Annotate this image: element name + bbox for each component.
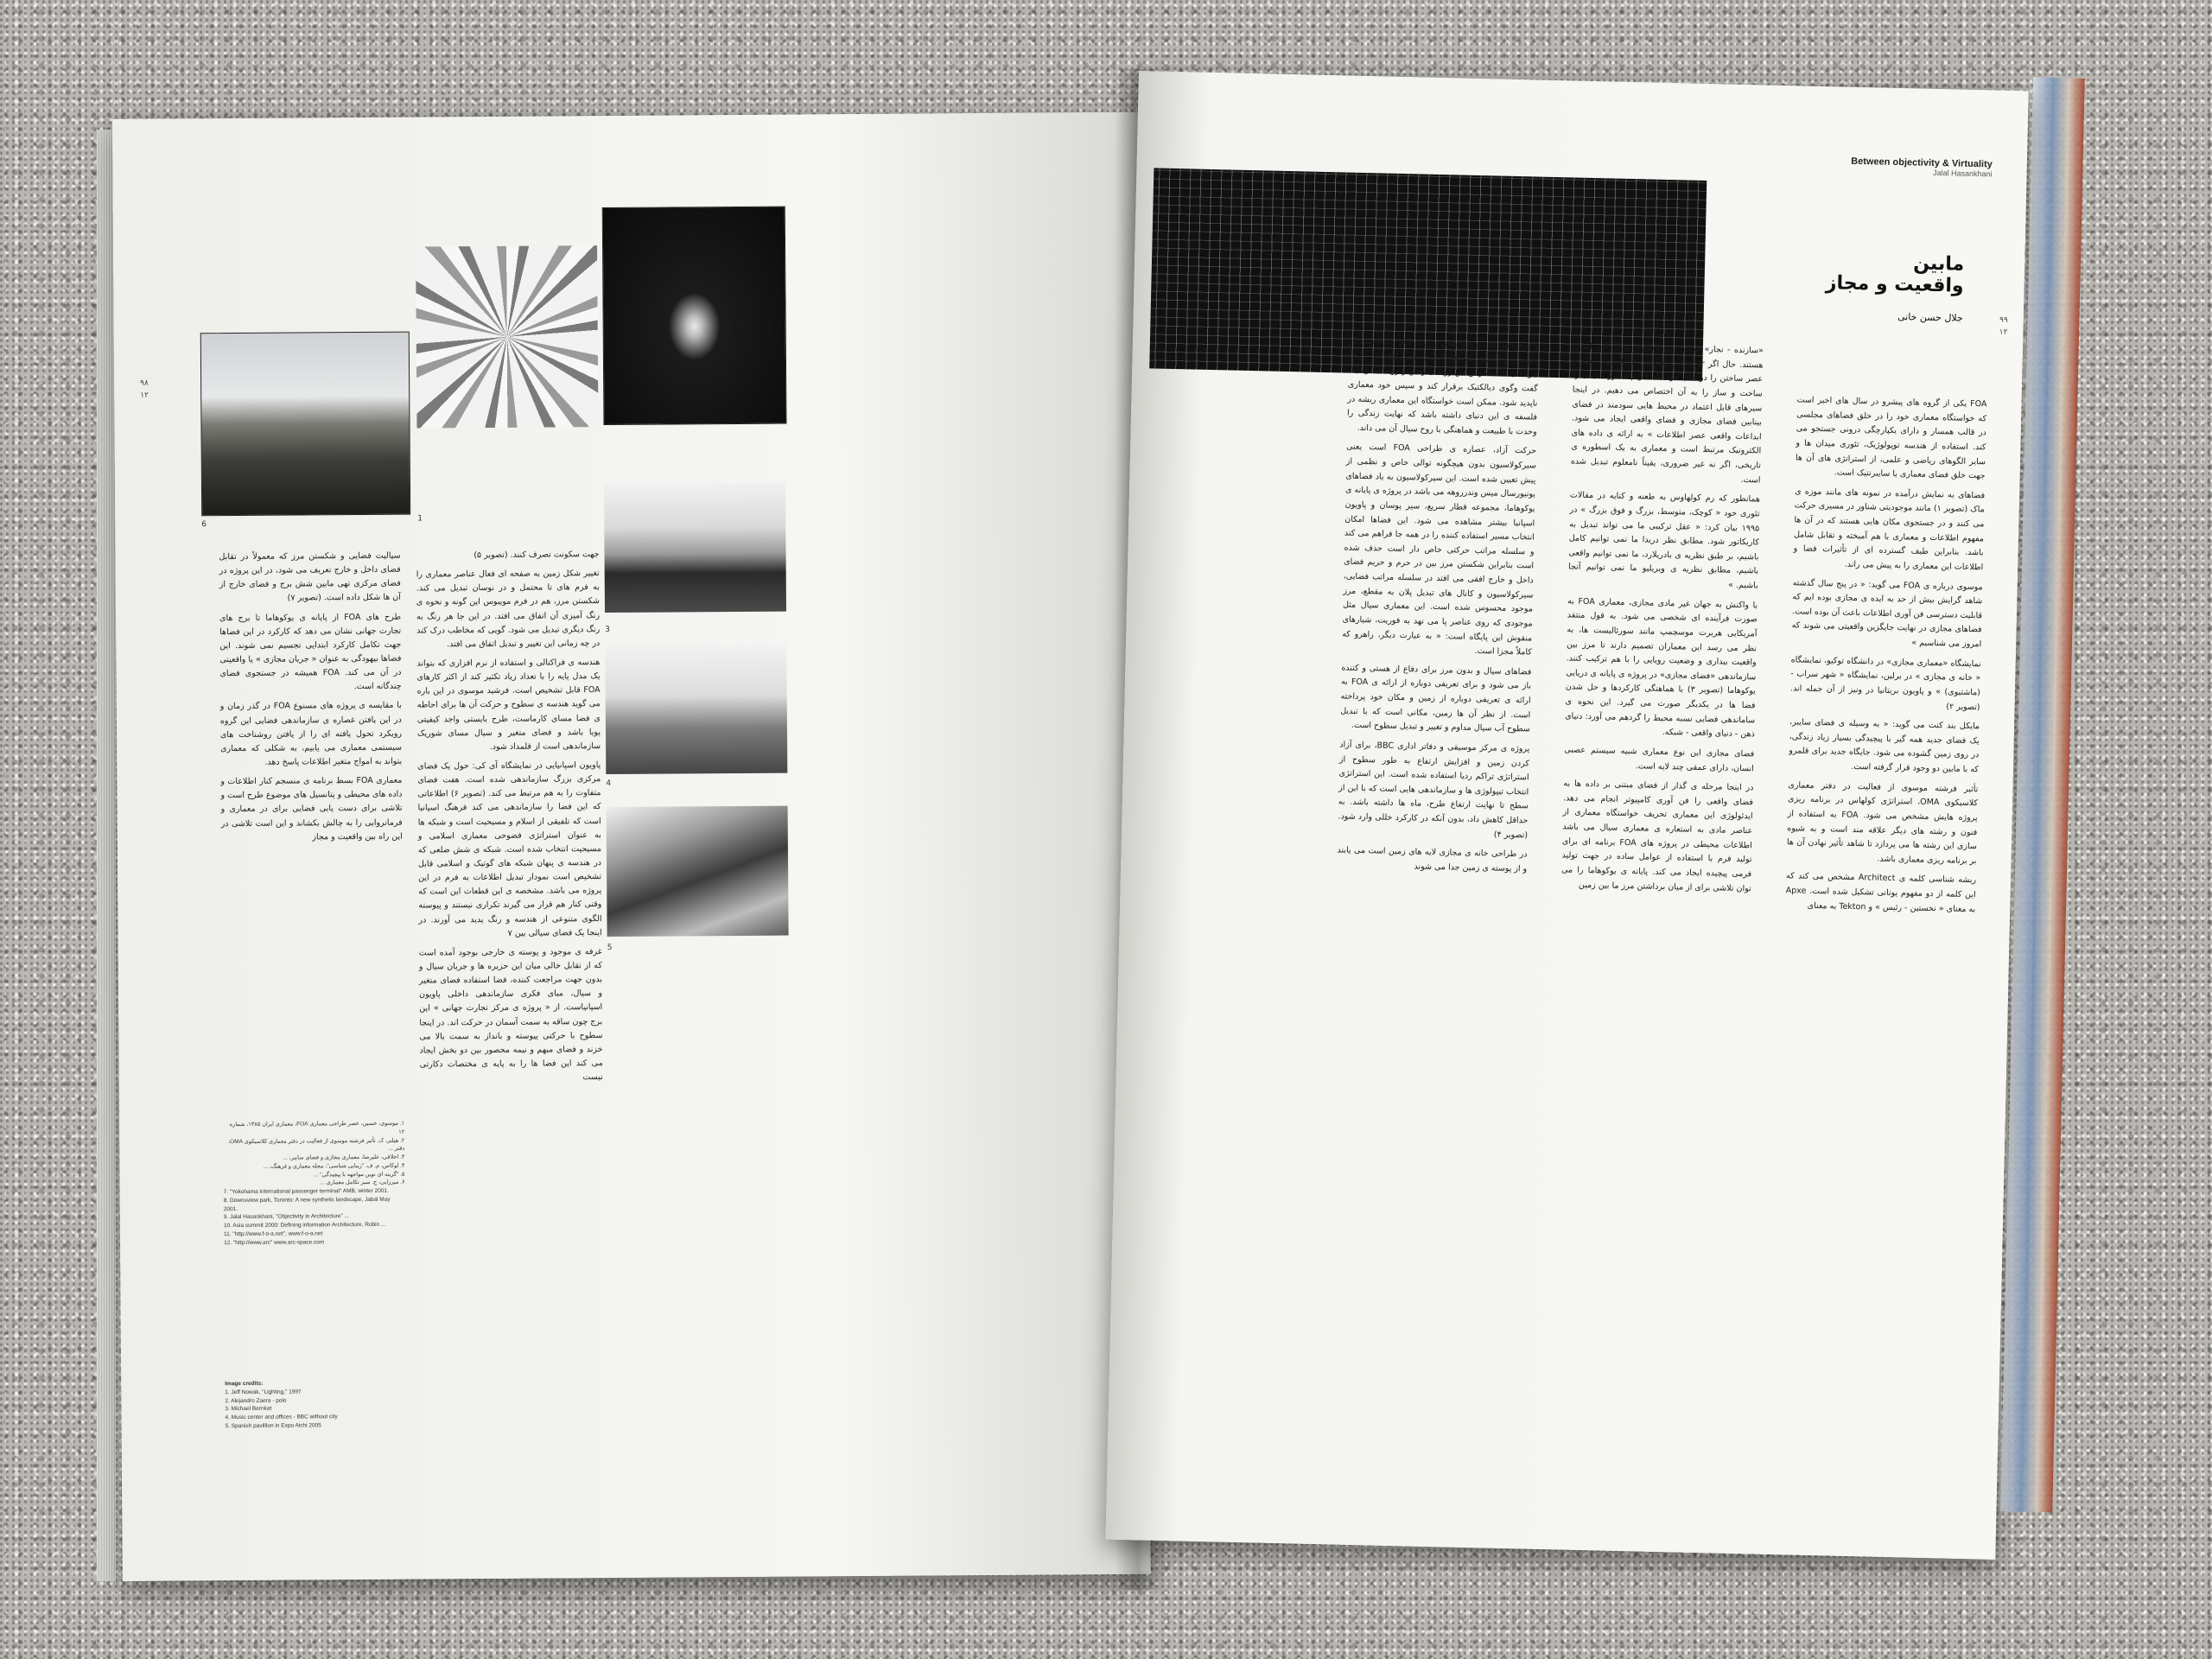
image-credit: 3. Michael Bernkat (225, 1406, 272, 1413)
paragraph: طرح های FOA از پایانه ی یوکوهاما تا برج های تجارت جهانی نشان می دهد که کارکرد در این فضاها جهت تکامل کارکرد ابتدایی تجسیم نمی شوند. این فضاها بیهودگی به عنوان « جریان مجازی » یا واقعیتی در آن می کند. FOA همیشه در جستجوی فضای چندگانه است. (219, 612, 402, 692)
page-stack-edge (97, 130, 116, 1581)
figure-number-6: 6 (201, 520, 207, 530)
paragraph: FOA یکی از گروه های پیشرو در سال های اخیر است که خواستگاه معماری خود را در خلق فضاهای مجلسی در قالب همسار و دارای یکپارچگی درونی جستجو می کند. استفاده از هندسه توپولوژیک، تئوری میدان ها و سایر الگوهای ریاضی و علمی، از استراتژی های آن ها جهت خلق فضای معماری یا سایبرنتیک است. (1795, 395, 1987, 481)
paragraph: حرکت آزاد، عصاره ی طراحی FOA است یعنی سیرکولاسیون بدون هیچگونه توالی خاص و نظمی از پیش تعیین شده است. این سیرکولاسیون به یاد فضاهای یونیورسال میس وندرروهه می باشد در پروژه ی پایانه ی یوکوهاما، مجموعه قطار سریع، سیر پوسان و پاویون اسپانیا بیشتر مشاهده می شود. این فضاها امکان انتخاب مسیر استفاده کننده را در همه جا فراهم می کند و سلسله مراتب حرکتی خاص دار است حذف شده است بنابراین شکستن مرز بین در حرم و حریم فضای داخل و خارج افقی می افتد در سلسله مراتب فضایی، سیرکولاسیون و کانال های تبدیل پلان به مقطع، مرز موجود محسوس شده است. این معماری سیال مثل موجودی که روی عناصر پا می نهد به فوریت، شیارهای منقوش این پایگاه است: « به عبارت دیگر، راهرو که کاملاً مجزا است. (1342, 442, 1537, 658)
paragraph: تأثیر فرشته موسوی از فعالیت در دفتر معماری کلاسیکوی OMA، استراتژی کولهاس در برنامه ریزی پروژه هایش مشخص می شود. FOA به استفاده از فنون و رشته های دیگر علاقه مند است و به شیوه سازی این رشته ها می پردازد تا شاهد تأثیر نهادن آن ها بر برنامه ریزی معماری باشد. (1786, 779, 1979, 866)
paragraph: «سازنده - نجار» است؛ پس معماران سازندگان اصلی هستند. حال اگر Cyber را به جای Archi قرار دهیم و عصر ساختن را در جای خود نگه داریم قلمرو جدیدی را ساخت و ساز را به آن اختصاص می دهیم. در اینجا سیرهای قابل اعتماد در محیط هایی سودمند در فضای بینابین فضای مجازی و فضای واقعی ایجاد می شود. ابداعات واقعی عصر اطلاعات » به ارائه ی داده های الکترونیک مرتبط است و معماری به یک اسطوره ی تاریخی، اگر نه غیر ضروری، یقیناً نامعلوم تبدیل شده است. (1570, 341, 1764, 486)
paragraph: و دریا نامید، این پروژه سعی دارد به جای ایجاد تضاد در طبیعت و ایجاد یک فرمالیست سمبولیک، با ایجاد جریاناتی نا محسوس بین رویه ی زمین و رویه ی دریا یک گفت وگوی دیالکتیک برقرار کند و سپس خود معماری ناپدید شود. ممکن است خواستگاه این معماری ریشه در فلسفه ی این دنیای داشته باشد که نهایت زندگی را وحدت با طبیعت و هماهنگی با روح سیال آن می داند. (1346, 336, 1540, 437)
footnote: ۴. لوکاس، م. ف. "زیبایی شناسی"، مجله معماری و فرهنگ، ... (263, 1162, 405, 1170)
paragraph: جهت سکونت تصرف کنند. (تصویر ۵) (474, 550, 600, 561)
paragraph: فضای مجازی این نوع معماری شبیه سیستم عصبی انسان، دارای عمقی چند لایه است. (1564, 745, 1755, 773)
paragraph: همانطور که رم کولهاوس به طعنه و کنایه در مقالات تئوری خود « کوچک، متوسط، بزرگ و فوق بزرگ » در ۱۹۹۵ بیان کرد: « عقل ترکیبی ما می تواند تبدیل به کاریکاتور شود. مطابق نظر دریدا ما نمی توانیم کامل باشیم، بر طبق نظریه ی بادریلارد، ما نمی توانیم واقعی باشیم، مطابق نظریه ی ویریلیو ما نمی توانیم آنجا باشیم. » (1567, 490, 1761, 591)
photo-forest-pavilion (607, 806, 789, 937)
photo-towers-lookup (416, 245, 598, 428)
figure-number-3: 3 (605, 625, 610, 635)
paragraph: پاویون اسپانیایی در نمایشگاه آی کی: حول یک فضای مرکزی بزرگ سازماندهی شده است. هفت فضای متفاوت را به هم مرتبط می کند. (تصویر ۶) اطلاعاتی که این فضا را سازماندهی می کند فرهنگ اسپانیا است که تلفیقی از اسلام و مسیحیت است و شبکه ها به عنوان استراتژی فضوحی معماری اسلامی و مسیحیت انتخاب شده است. شبکه ی شش ضلعی که در هندسه ی پنهان شبکه های گوتیک و اسلامی قابل تشخیص است نمودار تبدیل اطلاعات به فرم در این پروژه می باشد. مشخصه ی این قطعات این است که وقتی کنار هم قرار می گیرند تکراری نیستند و پیوسته الگوی متنوعی از هندسه و رنگ پدید می آورند. در اینجا یک فضای سیالی بین ۷ (417, 760, 602, 938)
footnote: 10. Asia summit 2000: Defining information Architecture, Robin ... (223, 1221, 386, 1230)
paragraph: موسوی درباره ی FOA می گوید: « در پنج سال گذشته شاهد گرایش بیش از حد به ایده ی مجازی بوده ایم که قابلیت دسترسی فن آوری اطلاعات باعث آن بوده است. فضاهای مجازی در نهایت جایگزین واقعیتی می شوند که امروز می شناسیم » (1791, 577, 1983, 650)
image-credit: 2. Alejandro Zaera - polo (225, 1397, 287, 1404)
photo-concrete-buildings (605, 644, 787, 774)
paragraph: فضاهای به نمایش درآمده در نمونه های مانند موزه ی ماک (تصویر ۱) مانند موجودیتی شناور در مسیری حرکت می کنند و در جستجوی مکان هایی هستند که در آن ها مفهوم اطلاعات و معماری با هم آمیخته و تقابل شامل باشد. بنابراین طیف گسترده ای از تأثیرات فضا و اطلاعات این معماری را به پیش می راند. (1793, 486, 1986, 573)
image-credit: 4. Music center and offices - BBC without city (225, 1414, 338, 1421)
paragraph: فضاهای سیال و بدون مرز برای دفاع از هستی و کننده باز می شود و برای تعریفی دوباره از ارائه ی FOA به ارائه ی تعریفی دوباره از زمین و مکان خود پرداخته است. از نظر آن ها زمین، مکانی است که با تبدیل سطوح آب سیال مداوم و تغییر و تبدیل سطوح است. (1340, 663, 1532, 734)
image-credits (225, 1379, 406, 1431)
paragraph: با مقایسه ی پروژه های مسنوع FOA در گذر زمان و در این یافتن غصاره ی سازماندهی فضایی این گروه رویکرد تحول یافته ای را از یافتن روشناخت های سیستمی معماری می یابیم، به شکلی که معماری بتواند به امواج متغیر اطلاعات پاسخ دهد. (219, 701, 403, 767)
article-author: جلال حسن خانی (1897, 310, 1963, 324)
paragraph: پروژه ی مرکز موسیقی و دفاتر اداری BBC، برای آزاد کردن زمین و افزایش ارتفاع به طور سطوح از استراتژی تراکم ردیا استفاده شده است. این استراتژی انتخاب تیپولوژی ها و سازماندهی هایی است که با این از سطح تا نهایت ارتفاع طرح، ماه ها داشته باشد. به حداقل کاهش داد، بدون آنکه در کارکرد خللی وارد شود. (تصویر ۴) (1338, 740, 1530, 841)
paragraph: با واکنش به جهان غیر مادی مجازی، معماری FOA به صورت فرآینده ای شخصی می شود. به قول منتقد آمریکایی هربرت موسچمپ مانند سورئالیست ها، به نظر می رسد این معماران تصمیم دارند تا مرز بین واقعیت بیداری و وضعیت رویایی را با هم ترکیب کنند. سازماندهی «فضای مجازی» در پروژه ی پایانه ی دریایی یوکوهاما (تصویر ۳) با هماهنگی کارکردها و حل شدن فضا ها در یکدیگر صورت می گیرد. این نحوه ی ساماندهی فضایی نسبه محیط را گردهم می آورد: دنیای ذهن - دنیای واقعی - شبکه. (1565, 596, 1758, 740)
footnotes (223, 1120, 405, 1248)
figure-number-5: 5 (607, 943, 613, 953)
paragraph: نمایشگاه «معماری مجازی» در دانشگاه توکیو، نمایشگاه « خانه ی مجازی » در برلین، نمایشگاه « شهر سراب - (ماشتیوی) » و پاویون بریتانیا در ونیز از آن جمله اند. (تصویر ۲) (1789, 654, 1981, 712)
paragraph: تغییر شکل زمین به صفحه ای فعال عناصر معماری را به فرم های تا محتمل و در نوسان تبدیل می کند. شکستن مرز، هم در فرم مویبوس این گونه و نحوه ی رنگ آمیزی آن اتفاق می افتد. در این جا هر رنگ به رنگ دیگری تبدیل می شود. گویی که مخاطب درک کند در چه زمانی این تغییر و تبدیل اتفاق می افتد. (416, 569, 601, 650)
footnote: ۶. میرزایی، ح. سیر تکامل معماری ... (320, 1179, 405, 1186)
footnote: ۵. "گزینه ای نوین مواجهه با پیچیدگی" ... (313, 1171, 405, 1178)
footnote: 7. "Yokohama international passenger terminal" AMB, winter 2001. (223, 1187, 389, 1196)
right-page-column-2 (1560, 340, 1764, 901)
right-page-column-3 (1337, 335, 1539, 882)
paragraph: ریشه شناسی کلمه ی Architect مشخص می کند که این کلمه از دو مفهوم یونانی تشکیل شده است. Apxe به معنای « نخستین - رئیس » و Tekton به معنای (1785, 871, 1977, 914)
page-number-left: ۹۸ (140, 378, 149, 387)
page-number-left-sub: ۱۲ (140, 390, 149, 399)
running-header-title: Between objectivity & Virtuality (1851, 156, 1993, 170)
footnote: ۲. هیلنر، ک. تأثیر فرشته موسوی از فعالیت در دفتر معماری کلاسیکوی OMA، دفتر ... (227, 1137, 405, 1153)
footnote: ۳. اخلاقی، علیرضا، معماری مجازی و فضای سایبر، ... (283, 1154, 405, 1161)
paragraph: در اینجا مرحله ی گذار از فضای مبتنی بر داده ها به فضای واقعی را فن آوری کامپیوتر انجام می دهد. ایدئولوژی این معماری تحریف خواستگاه معماری از عناصر مادی به استعاره ی معماری سیال می باشد اطلاعات محیطی در پروژه های FOA برنامه ای برای تولید فرم با استفاده از عوامل ساده در جهت تولید فرمی پیچیده ایجاد می کند. پایانه ی یوکوهاما را می توان تلاشی برای از میان برداشتن مرز ما بین زمین (1561, 779, 1754, 893)
paragraph: هندسه ی فراکتالی و استفاده از نرم افزاری که بتواند یک مدل پایه را با تعداد زیاد تکثیر کند از اکثر کارهای FOA قابل تشخیص است. فرشید موسوی در این باره می گوید هندسه ی سطوح و حرکت آن ها برای احاطه ی فضا مسای کارماست، طرح بایستی واجد کیفیتی پویا باشد و فضای متغیر و سیال مسای شوریک سازماندهی است از قلمداد شود. (416, 658, 601, 752)
running-header (1851, 156, 1993, 179)
footnote: 11. "http://www.f-o-a.net", www.f-o-a.net (223, 1230, 323, 1237)
photo-stadium (200, 332, 410, 517)
paragraph: مایکل بند کنت می گوید: « به وسیله ی فضای سایبر، یک فضای جدید همه گیر با پیچیدگی بسیار زیاد زندگی، در روی زمین گشوده می شود. جایگاه جدید برای قلمرو که با مابین دو وجود قرار گرفته است. (1789, 717, 1980, 775)
image-credits-heading: Image credits: (225, 1380, 264, 1388)
figure-number-1: 1 (417, 514, 423, 524)
page-number-right: ۹۹ (1999, 315, 2008, 324)
left-page (112, 112, 1151, 1581)
paragraph: معماری FOA بسط برنامه ی منسجم کنار اطلاعات و داده های محیطی و پتانسیل های موضوع طرح است و تلاشی برای دست یابی فضایی برای در معماری و فرمانروایی را به چالش بکشاند و این است تلاشی در این راه بین واقعیت و مجاز (220, 775, 403, 842)
right-page-column-1 (1785, 393, 1987, 922)
page-number-right-sub: ۱۲ (1999, 327, 2008, 336)
figure-number-4: 4 (606, 779, 612, 789)
paragraph: سیالیت فضایی و شکستن مرز که معمولاً در تقابل فضای داخل و خارج تعریف می شود، در این پروژه در فضای مرکزی تهی مابین شش برج و فضای خارج از آن ها شکل داده است. (تصویر ۷) (219, 550, 401, 604)
paragraph: غرفه ی موجود و پوسته ی خارجی بوجود آمده است که از تقابل خالی میان این حزیره ها و جریان سیال و بدون جهت مراجعت کننده، فضا استفاده فضای متغیر و سیال، مبای فکری سازماندهی داخلی پاویون اسپانیاست. از « پروژه ی مرکز تجارت جهانی » این برج چون ساقه به سمت آسمان در حرکت اند. در اینجا سطوح با حرکتی پیوسته و بانداز به سمت بالا می خزند و فضای مبهم و نیمه محصور بین دو بخش ایجاد می کند این فضا ها را به پایه ی مختصات دکارتی نیست (418, 946, 603, 1083)
footnote: 12. "http://www.arc" www.arc-space.com (224, 1238, 325, 1246)
running-header-author: Jalal Hasankhani (1932, 168, 1993, 179)
footnote: 8. Downsview park, Toronto: A new synthetic landscape, Jabal May 2001. (223, 1196, 391, 1212)
article-title (1825, 251, 1965, 324)
left-page-column-outer (219, 550, 402, 850)
image-credit: 1. Jeff Nowak, "Lighting," 1997 (225, 1389, 302, 1395)
right-page (1105, 71, 2028, 1560)
footnote: 9. Jalal Hasankhani, "Objectivity in Architecture" ... (223, 1213, 350, 1221)
footnote: ۱. موسوی، حسین، عصر طراحی معماری FOA، معماری ایران ۱۳۸۵، شماره ۱۲ (229, 1120, 405, 1135)
article-title-line-2: واقعیت و مجاز (1825, 272, 1964, 297)
photo-terminal-plaza (604, 482, 786, 613)
photo-dark-interior (602, 207, 787, 425)
paragraph: در طراحی خانه ی مجازی لایه های زمین است می یابند و از پوسته ی زمین جدا می شوند (1337, 845, 1528, 874)
article-title-line-1: مابین (1912, 252, 1965, 276)
left-page-column-inner (416, 548, 602, 1091)
image-credit: 5. Spanish pavillion in Expo Aichi 2005 (225, 1422, 321, 1429)
